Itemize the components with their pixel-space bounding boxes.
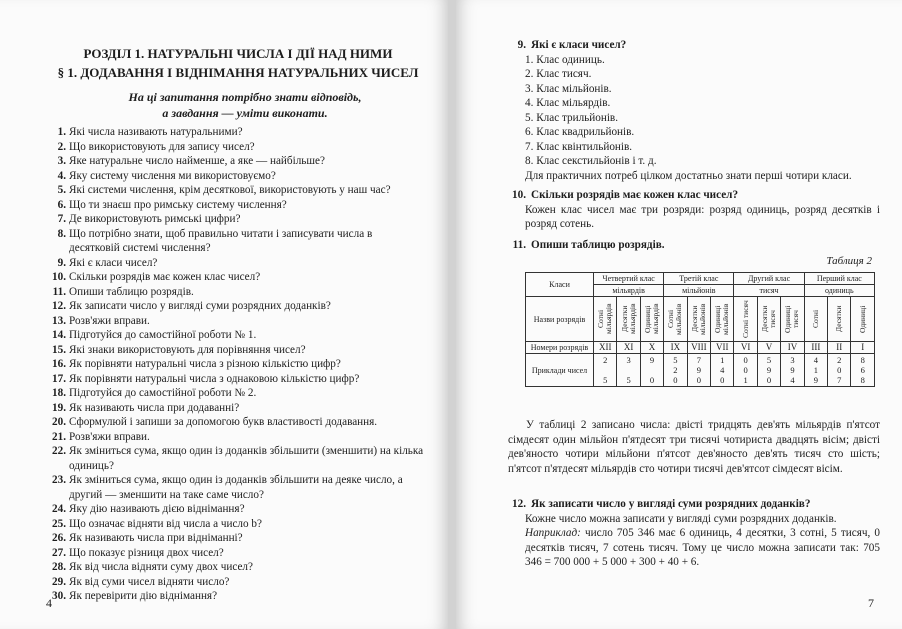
- digit-number-cell: III: [804, 342, 827, 354]
- example-digit-cell: [617, 354, 640, 387]
- example-digit: [641, 365, 663, 375]
- page-number-right: 7: [868, 596, 874, 610]
- table-row: [526, 354, 875, 387]
- place-value-table: [525, 272, 875, 387]
- classes-note: Для практичних потреб цілком достатньо знати перші чотири класи.: [525, 169, 852, 182]
- left-page: [0, 0, 448, 629]
- question-list: [47, 125, 425, 604]
- question-item: [47, 589, 425, 604]
- example-digit: 9: [790, 365, 795, 375]
- q12-block: [508, 497, 880, 570]
- example-digit: 0: [743, 365, 748, 375]
- question-text: Розв'яжи вправи.: [69, 314, 150, 327]
- question-title: Які є класи чисел?: [531, 39, 627, 51]
- question-item: [47, 299, 425, 314]
- digit-name-cell: [664, 297, 687, 342]
- digit-name: Десятки тисяч: [760, 305, 778, 333]
- digit-name-cell: [734, 297, 757, 342]
- question-text: Підготуйся до самостійної роботи № 1.: [69, 329, 257, 341]
- question-text: Що ти знаєш про римську систему числення?: [69, 198, 287, 211]
- example-digit: 4: [720, 365, 725, 375]
- question-item: [47, 386, 425, 401]
- question-number: 15.: [52, 343, 66, 356]
- example-digit: 8: [860, 375, 865, 385]
- example-digit-cell: [828, 354, 851, 387]
- question-item: [47, 125, 425, 140]
- question-number: 29.: [52, 575, 66, 588]
- question-text: Розв'яжи вправи.: [69, 430, 150, 443]
- question-text: Як від суми чисел відняти число?: [69, 575, 230, 588]
- question-number: 26.: [52, 532, 66, 544]
- example-digit: 9: [649, 355, 655, 365]
- question-text: Які є класи чисел?: [69, 256, 158, 269]
- question-item: [47, 575, 425, 590]
- question-item: [47, 430, 425, 445]
- digit-name: Сотні: [810, 309, 820, 329]
- question-item: [47, 256, 425, 271]
- intro-line: а завдання — уміти виконати.: [162, 105, 328, 120]
- q11-block: [508, 238, 880, 253]
- question-text: Як зміниться сума, якщо один із доданків збільшити (зменшити) на кілька одиниць?: [69, 445, 424, 472]
- header-examples: Приклади чисел: [526, 354, 594, 387]
- class-item: 1. Клас одиниць.: [525, 53, 605, 66]
- class-item: 8. Клас секстильйонів і т. д.: [525, 155, 657, 167]
- question-text: Як порівняти натуральні числа з різною кількістю цифр?: [69, 358, 341, 370]
- digit-name: Десятки: [834, 305, 844, 333]
- question-text: Скільки розрядів має кожен клас чисел?: [69, 271, 261, 283]
- class1-header: Перший клас: [804, 273, 874, 285]
- digit-name: Десятки мільярдів: [619, 303, 637, 335]
- example-digit: 8: [860, 355, 865, 365]
- example-digit: 4: [790, 375, 795, 385]
- class-item: 5. Клас трильйонів.: [525, 111, 619, 124]
- header-numbers: Номери розрядів: [526, 342, 594, 354]
- digit-number-cell: X: [640, 342, 663, 354]
- question-text: Опиши таблицю розрядів.: [69, 285, 194, 298]
- class4-sub: мільярдів: [594, 285, 664, 297]
- question-item: [47, 285, 425, 300]
- digit-name: Одиниці мільярдів: [643, 303, 661, 335]
- question-number: 5.: [57, 184, 66, 196]
- question-text: Як записати число у вигляді суми розрядних доданків?: [69, 300, 331, 312]
- question-number: 1.: [57, 126, 66, 138]
- digit-number-cell: II: [828, 342, 851, 354]
- question-item: [47, 560, 425, 575]
- question-text: Яку систему числення ми використовуємо?: [69, 169, 276, 182]
- question-text: Як порівняти натуральні числа з однаковою кількістю цифр?: [69, 372, 360, 385]
- digit-name: Одиниці: [857, 305, 867, 333]
- class4-header: Четвертий клас: [594, 273, 664, 285]
- question-text: Що використовують для запису чисел?: [69, 140, 255, 153]
- question-item: [47, 328, 425, 343]
- question-text: Сформулюй і запиши за допомогою букв властивості додавання.: [69, 416, 378, 428]
- question-text: Що потрібно знати, щоб правильно читати і записувати числа в десятковій системі числення?: [69, 227, 373, 254]
- digit-number-cell: VIII: [687, 342, 710, 354]
- q9-block: [508, 38, 880, 183]
- example-digit-cell: [711, 354, 734, 387]
- example-digit-cell: [640, 354, 663, 387]
- example-digit-cell: [664, 354, 687, 387]
- question-text: Які знаки використовують для порівняння чисел?: [69, 343, 306, 356]
- book-gutter: [448, 0, 456, 629]
- digit-name: Одиниці мільйонів: [713, 303, 731, 335]
- question-title: Скільки розрядів має кожен клас чисел?: [531, 189, 739, 201]
- digit-name-cell: [687, 297, 710, 342]
- question-item: [47, 444, 425, 473]
- example-digit: 9: [696, 365, 701, 375]
- example-digit: 9: [766, 365, 772, 375]
- question-number: 2.: [57, 140, 66, 153]
- example-digit: 3: [790, 355, 795, 365]
- example-label: Наприклад:: [525, 527, 581, 539]
- digit-number-cell: IX: [664, 342, 687, 354]
- example-digit: 3: [626, 355, 631, 365]
- question-item: [47, 314, 425, 329]
- chapter-title: РОЗДІЛ 1. НАТУРАЛЬНІ ЧИСЛА І ДІЇ НАД НИМИ: [83, 46, 393, 61]
- table-caption: Таблиця 2: [826, 255, 872, 267]
- digit-name-cell: [640, 297, 663, 342]
- question-number: 22.: [52, 445, 66, 457]
- class2-header: Другий клас: [734, 273, 804, 285]
- question-text: Як зміниться сума, якщо один із доданків збільшити на деяке число, а другий — зменшити на таке саме число?: [69, 474, 403, 501]
- question-number: 10.: [52, 271, 66, 283]
- digit-name-cell: [851, 297, 875, 342]
- digit-name: Одиниці тисяч: [783, 305, 801, 333]
- question-number: 21.: [52, 430, 66, 443]
- digit-name-cell: [781, 297, 804, 342]
- intro-text: [60, 90, 430, 121]
- q10-block: [508, 188, 880, 232]
- question-number: 9.: [517, 39, 526, 51]
- example-digit-cell: [851, 354, 875, 387]
- example-digit: [617, 365, 639, 375]
- question-text: Що показує різниця двох чисел?: [69, 546, 224, 559]
- digit-number-cell: XII: [594, 342, 617, 354]
- digit-number-cell: VII: [711, 342, 734, 354]
- chapter-heading: [48, 44, 428, 82]
- page-number-left: 4: [46, 596, 52, 610]
- digit-name: Сотні тисяч: [740, 300, 750, 338]
- example-digit: 5: [626, 375, 631, 385]
- question-item: [47, 531, 425, 546]
- digit-number-cell: IV: [781, 342, 804, 354]
- digit-name-cell: [617, 297, 640, 342]
- example-digit: 0: [720, 375, 725, 385]
- question-item: [47, 212, 425, 227]
- class-item: 4. Клас мільярдів.: [525, 97, 611, 109]
- question-text: Що означає відняти від числа a число b?: [69, 517, 262, 530]
- example-digit-cell: [594, 354, 617, 387]
- digit-name-cell: [711, 297, 734, 342]
- question-item: [47, 546, 425, 561]
- example-digit: 5: [766, 355, 772, 365]
- example-digit: 0: [766, 375, 772, 385]
- example-digit: 5: [673, 355, 678, 365]
- question-item: [47, 154, 425, 169]
- header-names: Назви розрядів: [526, 297, 594, 342]
- class-item: 2. Клас тисяч.: [525, 68, 592, 80]
- question-number: 9.: [57, 256, 66, 269]
- question-text: Як від числа відняти суму двох чисел?: [69, 561, 253, 573]
- right-page: [456, 0, 902, 629]
- question-text: Підготуйся до самостійної роботи № 2.: [69, 387, 257, 399]
- digit-name-cell: [804, 297, 827, 342]
- question-item: [47, 227, 425, 256]
- classes-list: [508, 53, 880, 169]
- example-digit: 0: [673, 375, 678, 385]
- example-text: [508, 526, 880, 570]
- question-text: Як перевірити дію віднімання?: [69, 590, 218, 602]
- question-text: Які системи числення, крім десяткової, використовують у наш час?: [69, 184, 391, 196]
- example-digit: 7: [696, 355, 701, 365]
- digit-name-cell: [757, 297, 780, 342]
- question-text: Які числа називають натуральними?: [69, 126, 243, 138]
- question-item: [47, 169, 425, 184]
- intro-line: На ці запитання потрібно знати відповідь,: [128, 90, 362, 104]
- table-row: [526, 297, 875, 342]
- example-digit-cell: [734, 354, 757, 387]
- example-digit: 0: [837, 365, 842, 375]
- example-digit: 4: [813, 355, 818, 365]
- digit-name: Десятки мільйонів: [689, 303, 707, 335]
- question-number: 12.: [512, 498, 526, 510]
- question-item: [47, 198, 425, 213]
- digit-number-cell: VI: [734, 342, 757, 354]
- question-number: 11.: [52, 285, 66, 298]
- question-item: [47, 372, 425, 387]
- question-item: [47, 357, 425, 372]
- example-digit: [594, 365, 616, 375]
- question-text: Де використовують римські цифри?: [69, 213, 241, 225]
- question-number: 6.: [57, 198, 66, 211]
- header-classes: Класи: [526, 273, 594, 297]
- question-number: 12.: [52, 300, 66, 312]
- digit-name: Сотні мільйонів: [666, 303, 684, 335]
- example-digit: 1: [813, 365, 818, 375]
- example-digit: 0: [696, 375, 701, 385]
- example-digit-cell: [757, 354, 780, 387]
- example-digit: 2: [837, 355, 842, 365]
- class3-header: Третій клас: [664, 273, 734, 285]
- question-number: 7.: [57, 213, 66, 225]
- question-number: 11.: [512, 239, 526, 251]
- question-text: Яке натуральне число найменше, а яке — найбільше?: [69, 155, 325, 167]
- question-number: 30.: [52, 590, 66, 602]
- class2-sub: тисяч: [734, 285, 804, 297]
- question-number: 25.: [52, 517, 66, 530]
- question-number: 16.: [52, 358, 66, 370]
- example-digit: 0: [649, 375, 655, 385]
- digit-name: Сотні мільярдів: [596, 303, 614, 335]
- question-title: Опиши таблицю розрядів.: [531, 239, 665, 251]
- example-digit: 7: [837, 375, 842, 385]
- table-row: [526, 273, 875, 285]
- digit-number-cell: V: [757, 342, 780, 354]
- digit-name-cell: [828, 297, 851, 342]
- example-digit: 0: [743, 355, 748, 365]
- table-explanation: У таблиці 2 записано числа: двісті тридцять дев'ять мільярдів п'ятсот сімдесят один мільйон п'ятдесят три тисячі чотириста двадцять вісім; двісті дев'яносто чотири мільйони п'ятсот дев'яносто дев'ять тисяч сто шість; п'ятсот п'ятдесят мільярдів сто чотири тисячі дев'ятсот сімдесят вісім.: [508, 419, 880, 475]
- answer-text: Кожне число можна записати у вигляді суми розрядних доданків.: [525, 512, 837, 525]
- question-number: 13.: [52, 314, 66, 327]
- class-item: 7. Клас квінтильйонів.: [525, 140, 633, 153]
- example-digit: 9: [813, 375, 818, 385]
- example-digit: 1: [743, 375, 748, 385]
- class-item: 3. Клас мільйонів.: [525, 82, 612, 95]
- question-number: 8.: [57, 227, 66, 240]
- question-text: Як називають числа при додаванні?: [69, 401, 240, 414]
- class1-sub: одиниць: [804, 285, 874, 297]
- class-item: 6. Клас квадрильйонів.: [525, 126, 635, 138]
- question-number: 4.: [57, 169, 66, 182]
- class3-sub: мільйонів: [664, 285, 734, 297]
- question-number: 28.: [52, 561, 66, 573]
- question-text: Як називають числа при відніманні?: [69, 532, 243, 544]
- section-title: § 1. ДОДАВАННЯ І ВІДНІМАННЯ НАТУРАЛЬНИХ ЧИСЕЛ: [57, 65, 419, 80]
- example-digit: 1: [720, 355, 725, 365]
- example-digit-cell: [781, 354, 804, 387]
- table-row: [526, 342, 875, 354]
- question-item: [47, 517, 425, 532]
- question-number: 20.: [52, 416, 66, 428]
- question-item: [47, 401, 425, 416]
- question-text: Яку дію називають дією віднімання?: [69, 503, 245, 515]
- question-number: 24.: [52, 503, 66, 515]
- question-number: 3.: [57, 155, 66, 167]
- example-digit: 2: [603, 355, 608, 365]
- example-digit: 5: [603, 375, 608, 385]
- digit-name-cell: [594, 297, 617, 342]
- question-number: 17.: [52, 372, 66, 385]
- question-item: [47, 473, 425, 502]
- question-item: [47, 270, 425, 285]
- digit-number-cell: I: [851, 342, 875, 354]
- example-digit-cell: [687, 354, 710, 387]
- question-number: 23.: [52, 474, 66, 486]
- question-item: [47, 502, 425, 517]
- question-number: 14.: [52, 329, 66, 341]
- example-body: число 705 346 має 6 одиниць, 4 десятки, 3 сотні, 5 тисяч, 0 десятків тисяч, 7 сотень тисяч. Тому це число можна записати так: 705 346 = 700 000 + 5 000 + 300 + 40 + 6.: [525, 527, 881, 568]
- question-number: 10.: [512, 189, 526, 201]
- question-number: 27.: [52, 546, 66, 559]
- question-item: [47, 183, 425, 198]
- question-item: [47, 140, 425, 155]
- example-digit: 2: [673, 365, 678, 375]
- question-item: [47, 415, 425, 430]
- question-number: 18.: [52, 387, 66, 399]
- question-item: [47, 343, 425, 358]
- example-digit: 6: [860, 365, 865, 375]
- question-number: 19.: [52, 401, 66, 414]
- question-title: Як записати число у вигляді суми розрядних доданків?: [531, 498, 811, 510]
- digit-number-cell: XI: [617, 342, 640, 354]
- example-digit-cell: [804, 354, 827, 387]
- answer-text: Кожен клас чисел має три розряди: розряд одиниць, розряд десятків і розряд сотень.: [525, 203, 880, 230]
